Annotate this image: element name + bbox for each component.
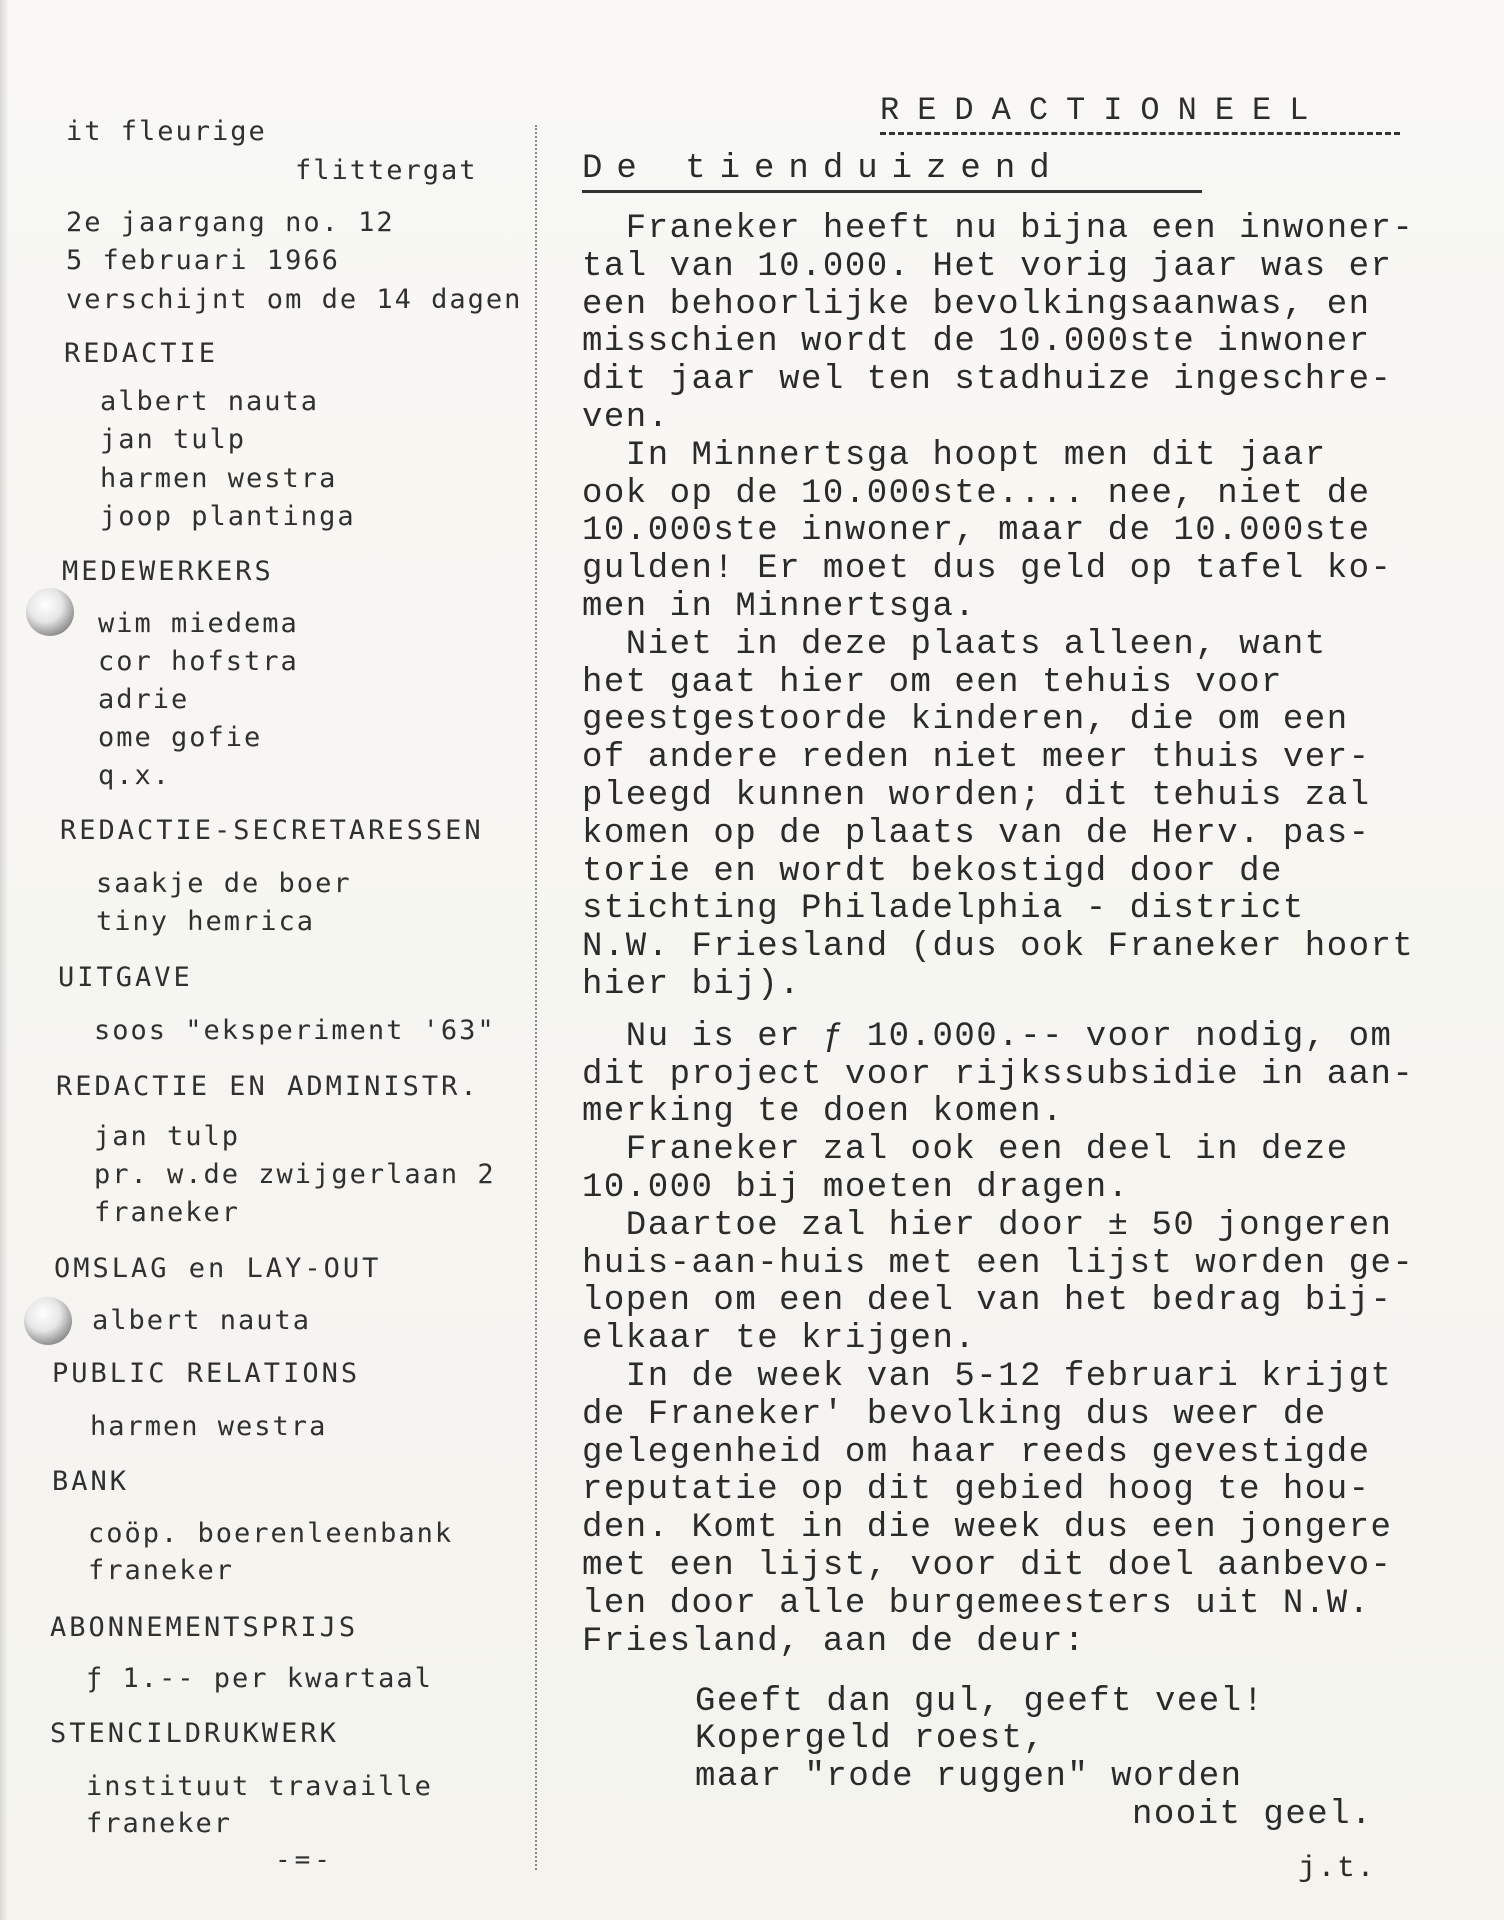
article-line: misschien wordt de 10.000ste inwoner [582,323,1371,362]
article-line: men in Minnertsga. [582,588,977,626]
section-line: harmen westra [100,463,338,494]
section-line: franeker [88,1555,235,1586]
section-heading: OMSLAG en LAY-OUT [54,1253,382,1284]
frequency-note: verschijnt om de 14 dagen [66,284,523,315]
article-line: de Franeker' bevolking dus weer de [582,1395,1327,1434]
section-line: soos "eksperiment '63" [94,1015,496,1046]
section-heading-redactioneel: REDACTIONEEL [880,92,1327,129]
article-line: reputatie op dit gebied hoog te hou- [582,1471,1371,1510]
masthead-line-1: it fleurige [66,116,267,147]
article-line: Franeker zal ook een deel in deze [582,1131,1349,1170]
section-heading: MEDEWERKERS [62,556,274,587]
article-line: gulden! Er moet dus geld op tafel ko- [582,550,1393,589]
article-line: huis-aan-huis met een lijst worden ge- [582,1244,1415,1283]
article-line: torie en wordt bekostigd door de [582,852,1283,891]
article-line: Nu is er ƒ 10.000.-- voor nodig, om [582,1017,1393,1056]
article-line: lopen om een deel van het bedrag bij- [582,1282,1393,1321]
editorial-column [560,0,1504,1920]
section-heading: PUBLIC RELATIONS [52,1358,361,1389]
section-line: coöp. boerenleenbank [88,1518,454,1549]
article-line: dit jaar wel ten stadhuize ingeschre- [582,361,1393,400]
article-line: ook op de 10.000ste.... nee, niet de [582,474,1371,513]
section-line: tiny hemrica [96,906,316,937]
heading-underline [880,132,1400,135]
article-line: hier bij). [582,966,802,1004]
article-line: ven. [582,399,670,437]
section-heading: UITGAVE [58,962,193,993]
section-line: saakje de boer [96,868,352,899]
article-line: geestgestoorde kinderen, die om een [582,701,1349,740]
article-line: pleegd kunnen worden; dit tehuis zal [582,777,1371,815]
section-heading: REDACTIE-SECRETARESSEN [60,815,484,846]
article-title: De tienduizend [582,150,1064,188]
article-line: Franeker heeft nu bijna een inwoner- [582,210,1415,248]
section-line: jan tulp [100,424,247,455]
section-line: ome gofie [98,722,263,753]
article-line: stichting Philadelphia - district [582,890,1305,929]
punch-hole [26,588,74,636]
article-line: Daartoe zal hier door ± 50 jongeren [582,1206,1393,1245]
article-line: In de week van 5-12 februari krijgt [582,1358,1393,1396]
section-heading: BANK [52,1466,130,1497]
article-line: len door alle burgemeesters uit N.W. [582,1584,1371,1623]
section-line: cor hofstra [98,646,299,677]
section-line: franeker [94,1197,241,1228]
masthead-line-2: flittergat [295,155,478,186]
section-line: adrie [98,684,190,715]
signature: j.t. [1298,1852,1377,1886]
section-line: wim miedema [98,608,299,639]
article-line: tal van 10.000. Het vorig jaar was er [582,247,1393,286]
verse-line: maar "rode ruggen" worden [695,1758,1243,1796]
section-line: harmen westra [90,1411,328,1442]
article-line: gelegenheid om haar reeds gevestigde [582,1433,1371,1472]
end-mark: -=- [275,1845,334,1875]
article-line: Friesland, aan de deur: [582,1622,1086,1661]
verse-line: Kopergeld roest, [695,1720,1046,1758]
article-line: 10.000 bij moeten dragen. [582,1169,1130,1207]
section-line: q.x. [98,760,172,791]
article-line: het gaat hier om een tehuis voor [582,663,1283,702]
verse-line: Geeft dan gul, geeft veel! [695,1683,1265,1721]
volume-number: 2e jaargang no. 12 [66,207,395,238]
punch-hole [24,1297,72,1345]
article-line: In Minnertsga hoopt men dit jaar [582,436,1327,475]
verse-line: nooit geel. [1132,1796,1373,1834]
article-line: 10.000ste inwoner, maar de 10.000ste [582,512,1371,551]
title-underline [582,190,1202,193]
section-line: instituut travaille [86,1771,433,1802]
article-line: merking te doen komen. [582,1093,1064,1132]
article-line: of andere reden niet meer thuis ver- [582,739,1371,778]
section-heading: ABONNEMENTSPRIJS [50,1612,359,1643]
article-line: den. Komt in die week dus een jongere [582,1509,1393,1548]
article-line: een behoorlijke bevolkingsaanwas, en [582,285,1371,324]
article-line: komen op de plaats van de Herv. pas- [582,814,1371,853]
article-line: N.W. Friesland (dus ook Franeker hoort [582,928,1415,967]
section-line: jan tulp [94,1121,241,1152]
section-line: pr. w.de zwijgerlaan 2 [94,1159,496,1190]
section-heading: REDACTIE EN ADMINISTR. [56,1071,480,1102]
article-line: dit project voor rijkssubsidie in aan- [582,1055,1415,1094]
section-heading: REDACTIE [64,338,219,369]
article-line: Niet in deze plaats alleen, want [582,625,1327,664]
section-heading: STENCILDRUKWERK [50,1718,339,1749]
section-line: franeker [86,1808,233,1839]
article-line: met een lijst, voor dit doel aanbevo- [582,1547,1393,1585]
section-line: joop plantinga [100,501,356,532]
column-divider [535,125,537,1870]
issue-date: 5 februari 1966 [66,245,340,276]
section-line: albert nauta [100,386,320,417]
section-line: albert nauta [92,1305,312,1336]
colophon-column [0,0,530,1920]
section-line: ƒ 1.-- per kwartaal [86,1663,433,1694]
article-line: elkaar te krijgen. [582,1320,977,1359]
